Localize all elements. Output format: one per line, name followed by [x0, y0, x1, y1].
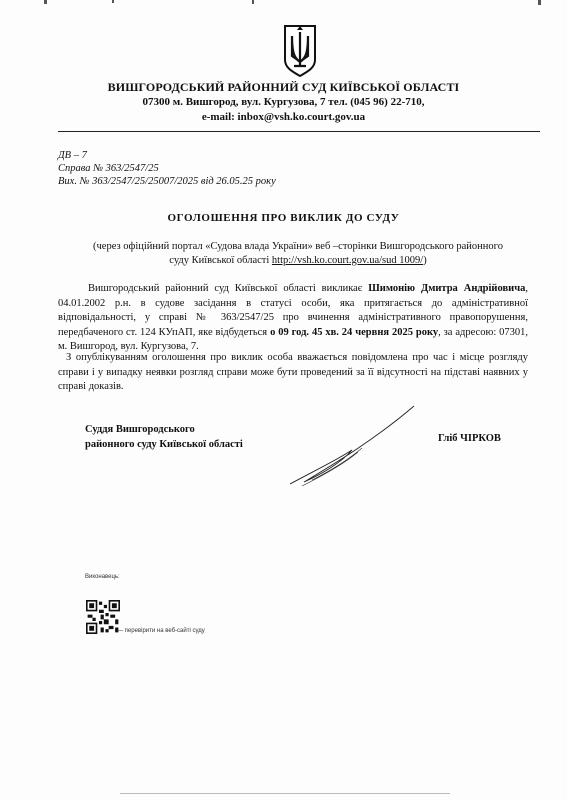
- case-number: Справа № 363/2547/25: [58, 163, 159, 174]
- summons-part2: , 04.01.2002 р.н. в судове засідання в статусі особи, яка притягається до адміністративної відповідальності, у справі № 363/2547/25 про вчинення адміністративного правопорушення, передбаченого ст. 124 КУпАП, яке відбудеться: [58, 283, 528, 338]
- subtitle-end: ): [423, 255, 427, 266]
- subtitle-text: (через офіційний портал «Судова влада України» веб –сторінки Вишгородського районного суду Київської області: [93, 241, 503, 266]
- form-code: ДВ – 7: [58, 150, 87, 161]
- paragraph-notice: [58, 351, 528, 395]
- summons-part1: Вишгородський районний суд Київської області викликає: [88, 283, 369, 294]
- qr-code-icon[interactable]: [86, 600, 120, 634]
- judge-name: Гліб ЧІРКОВ: [438, 433, 501, 444]
- executor-label: Виконавець:: [85, 574, 120, 580]
- summoned-person-name: Шимонію Дмитра Андрійовича: [368, 283, 526, 294]
- hearing-datetime: о 09 год. 45 хв. 24 червня 2025 року: [270, 326, 439, 338]
- judge-title-line2: районного суду Київської області: [85, 439, 243, 450]
- court-email: e-mail: inbox@vsh.ko.court.gov.ua: [201, 111, 366, 123]
- judge-title-line1: Суддя Вишгородського: [85, 424, 195, 435]
- scan-mark: [538, 0, 541, 5]
- judge-title: [85, 422, 243, 452]
- court-name: ВИШГОРОДСЬКИЙ РАЙОННИЙ СУД КИЇВСЬКОЇ ОБЛАСТІ: [107, 80, 460, 94]
- notice-subtitle: [88, 240, 508, 268]
- scan-mark: [44, 0, 47, 4]
- paragraph-summons: [58, 282, 528, 355]
- court-portal-link[interactable]: http://vsh.ko.court.gov.ua/sud 1009/: [271, 255, 424, 266]
- notice-text: З опублікуванням оголошення про виклик особа вважається повідомлена про час і місце розгляду справи і у випадку неявки розгляд справи може бути проведений за її відсутності на підставі наявних у справі доказів.: [58, 352, 528, 392]
- handwritten-signature: [282, 402, 422, 492]
- qr-note: — перевірити на веб-сайті суду: [117, 628, 205, 634]
- court-address: 07300 м. Вишгород, вул. Кургузова, 7 тел. (045 96) 22-710,: [142, 96, 425, 108]
- scan-mark: [112, 0, 114, 3]
- scan-mark: [252, 0, 254, 4]
- trident-emblem-icon: [281, 22, 319, 78]
- outgoing-number: Вих. № 363/2547/25/25007/2025 від 26.05.25 року: [58, 176, 276, 187]
- notice-title: ОГОЛОШЕННЯ ПРО ВИКЛИК ДО СУДУ: [167, 212, 400, 224]
- summons-part3: , за адресою: 07301, м. Вишгород, вул. Кургузова, 7.: [58, 326, 529, 352]
- header-divider: [58, 131, 540, 132]
- scan-mark: [120, 793, 450, 794]
